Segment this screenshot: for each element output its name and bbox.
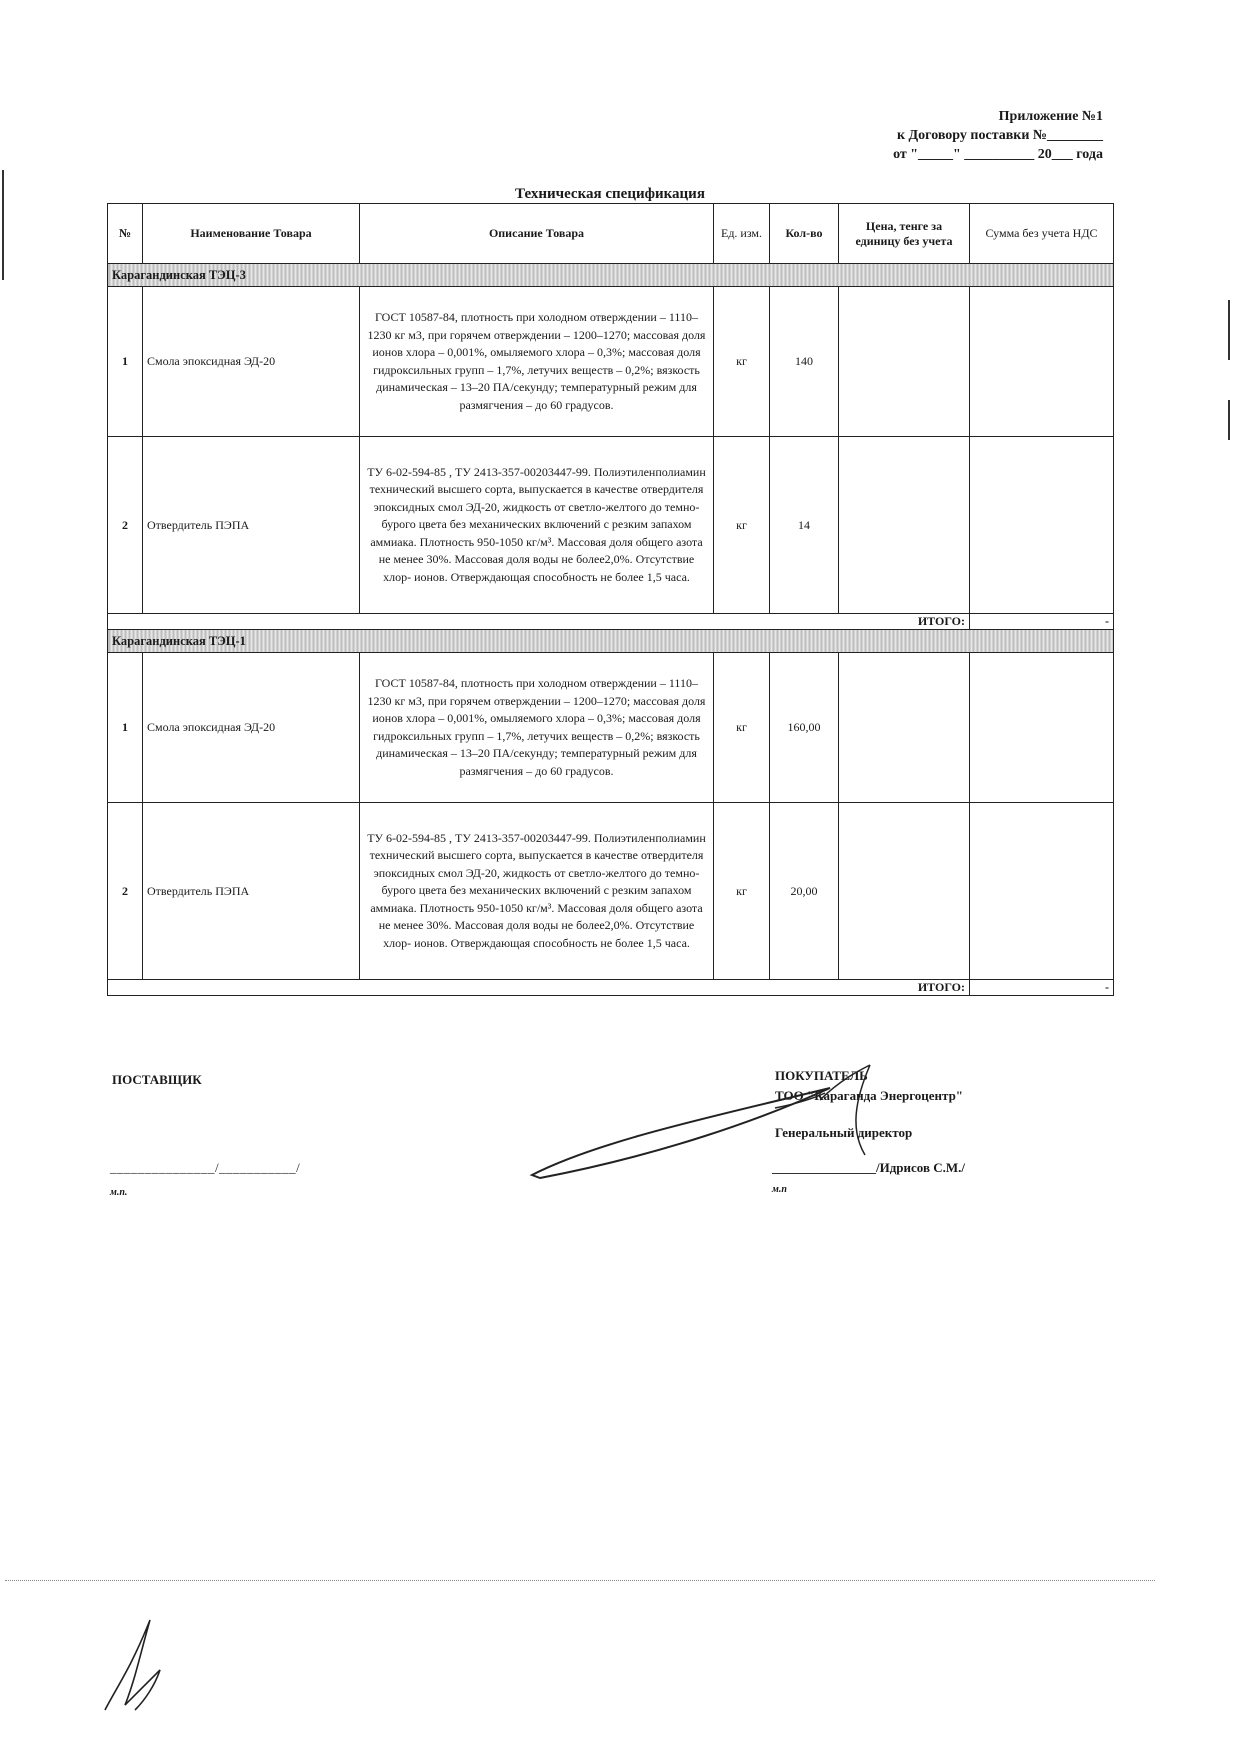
table-row xyxy=(108,653,1114,803)
scan-dotted-line xyxy=(5,1580,1155,1581)
sum-cell xyxy=(970,287,1114,437)
total-label: ИТОГО: xyxy=(108,980,970,996)
appendix-header xyxy=(893,107,1103,164)
section-row xyxy=(108,264,1114,287)
unit-cell: кг xyxy=(714,653,770,803)
price-cell xyxy=(839,287,970,437)
price-cell xyxy=(839,803,970,980)
section-title: Карагандинская ТЭЦ-3 xyxy=(108,264,1114,287)
product-name: Смола эпоксидная ЭД-20 xyxy=(143,287,360,437)
quantity-cell: 140 xyxy=(770,287,839,437)
product-name: Смола эпоксидная ЭД-20 xyxy=(143,653,360,803)
product-name: Отвердитель ПЭПА xyxy=(143,437,360,614)
initials-signature-icon xyxy=(95,1610,185,1720)
section-title: Карагандинская ТЭЦ-1 xyxy=(108,630,1114,653)
sum-cell xyxy=(970,653,1114,803)
product-description: ГОСТ 10587-84, плотность при холодном отверждении – 1110–1230 кг м3, при горячем отверждении – 1200–1270; массовая доля ионов хлора – 0,001%, омыляемого хлора – 0,3%; массовая доля гидроксильных групп – 1,7%, летучих веществ – 0,2%; вязкость динамическая – 13–20 ПА/секунду; температурный режим для размягчения – до 60 градусов. xyxy=(360,287,714,437)
product-description: ГОСТ 10587-84, плотность при холодном отверждении – 1110–1230 кг м3, при горячем отверждении – 1200–1270; массовая доля ионов хлора – 0,001%, омыляемого хлора – 0,3%; массовая доля гидроксильных групп – 1,7%, летучих веществ – 0,2%; вязкость динамическая – 13–20 ПА/секунду; температурный режим для размягчения – до 60 градусов. xyxy=(360,653,714,803)
quantity-cell: 160,00 xyxy=(770,653,839,803)
column-header: Сумма без учета НДС xyxy=(970,204,1114,264)
specification-table xyxy=(107,203,1114,996)
total-row xyxy=(108,980,1114,996)
table-header-row xyxy=(108,204,1114,264)
column-header: Кол-во xyxy=(770,204,839,264)
product-description: ТУ 6-02-594-85 , ТУ 2413-357-00203447-99. Полиэтиленполиамин технический высшего сорта, выпускается в качестве отвердителя эпоксидных смол ЭД-20, жидкость от светло-желтого до темно-бурого цвета без механических включений с резким запахом аммиака. Плотность 950-1050 кг/м³. Массовая доля общего азота не менее 30%. Массовая доля воды не более2,0%. Отсутствие хлор- ионов. Отверждающая способность не более 1,5 часа. xyxy=(360,437,714,614)
total-value: - xyxy=(970,980,1114,996)
quantity-cell: 20,00 xyxy=(770,803,839,980)
buyer-signature-line: ________________/Идрисов С.М./ xyxy=(772,1160,966,1175)
buyer-company: ТОО "Караганда Энергоцентр" xyxy=(775,1088,964,1103)
unit-cell: кг xyxy=(714,437,770,614)
table-row xyxy=(108,287,1114,437)
price-cell xyxy=(839,653,970,803)
sum-cell xyxy=(970,437,1114,614)
appendix-number: Приложение №1 xyxy=(998,109,1103,124)
product-description: ТУ 6-02-594-85 , ТУ 2413-357-00203447-99. Полиэтиленполиамин технический высшего сорта, выпускается в качестве отвердителя эпоксидных смол ЭД-20, жидкость от светло-желтого до темно-бурого цвета без механических включений с резким запахом аммиака. Плотность 950-1050 кг/м³. Массовая доля общего азота не менее 30%. Массовая доля воды не более2,0%. Отсутствие хлор- ионов. Отверждающая способность не более 1,5 часа. xyxy=(360,803,714,980)
contract-date-line: от "_____" __________ 20___ года xyxy=(893,147,1103,162)
document-title: Техническая спецификация xyxy=(515,186,705,202)
column-header: Описание Товара xyxy=(360,204,714,264)
product-name: Отвердитель ПЭПА xyxy=(143,803,360,980)
scan-mark xyxy=(1228,300,1230,360)
total-label: ИТОГО: xyxy=(108,614,970,630)
price-cell xyxy=(839,437,970,614)
row-number: 1 xyxy=(108,653,143,803)
column-header: Наименование Товара xyxy=(143,204,360,264)
row-number: 1 xyxy=(108,287,143,437)
buyer-position: Генеральный директор xyxy=(775,1125,913,1140)
unit-cell: кг xyxy=(714,287,770,437)
row-number: 2 xyxy=(108,437,143,614)
table-row xyxy=(108,437,1114,614)
column-header: № xyxy=(108,204,143,264)
unit-cell: кг xyxy=(714,803,770,980)
row-number: 2 xyxy=(108,803,143,980)
buyer-signature-icon xyxy=(520,1060,940,1190)
section-row xyxy=(108,630,1114,653)
column-header: Ед. изм. xyxy=(714,204,770,264)
table-row xyxy=(108,803,1114,980)
column-header: Цена, тенге за единицу без учета xyxy=(839,204,970,264)
supplier-signature-line: _______________/___________/ xyxy=(110,1160,301,1175)
supplier-label: ПОСТАВЩИК xyxy=(112,1072,202,1087)
total-row xyxy=(108,614,1114,630)
total-value: - xyxy=(970,614,1114,630)
quantity-cell: 14 xyxy=(770,437,839,614)
supplier-stamp-label: м.п. xyxy=(110,1187,128,1198)
contract-reference: к Договору поставки №________ xyxy=(896,128,1103,143)
buyer-label: ПОКУПАТЕЛЬ xyxy=(775,1068,868,1083)
scan-mark xyxy=(1228,400,1230,440)
sum-cell xyxy=(970,803,1114,980)
buyer-stamp-label: м.п xyxy=(772,1184,787,1195)
